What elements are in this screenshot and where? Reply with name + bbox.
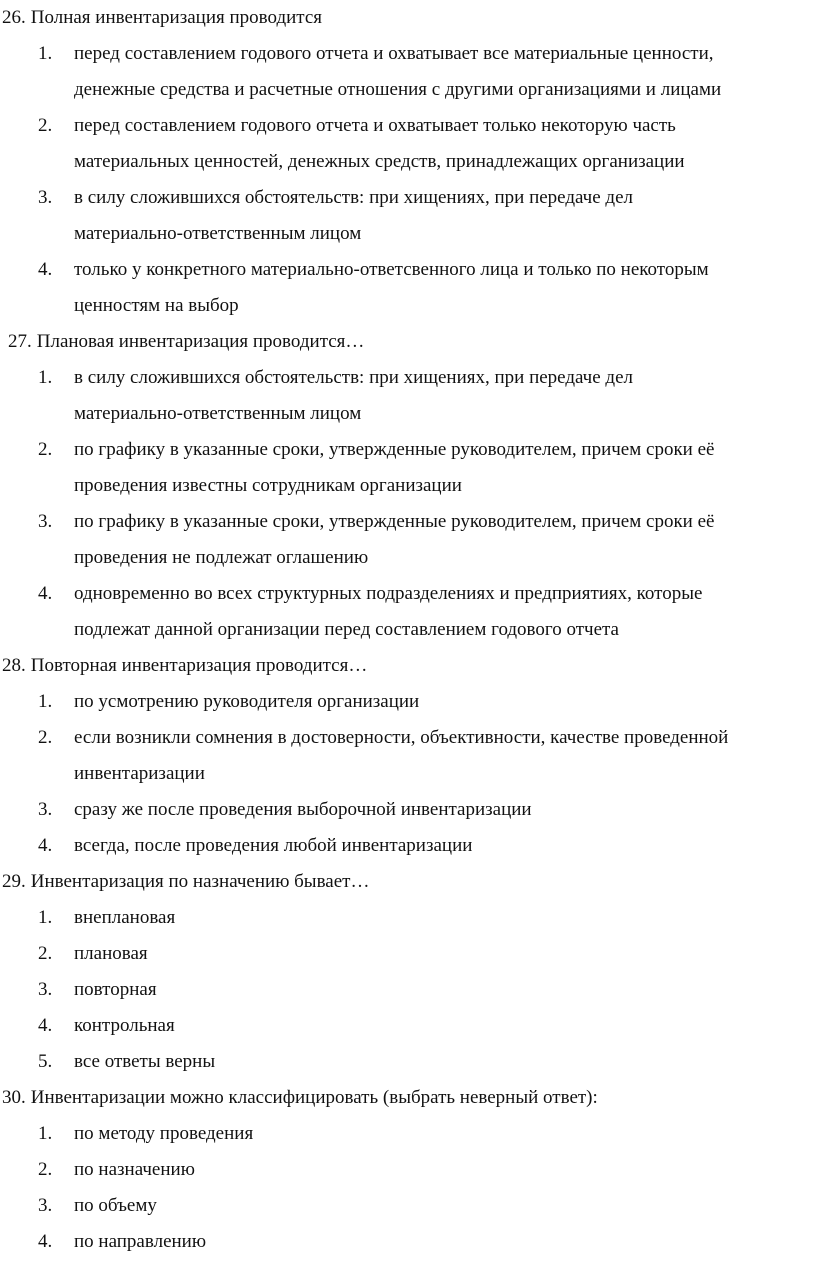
answer-number: 4.	[38, 259, 53, 280]
answer-text: перед составлением годового отчета и охватывает только некоторую часть материальных ценностей, денежных средств, принадлежащих организации	[74, 115, 685, 172]
question-30	[0, 1080, 816, 1260]
answer-option	[0, 792, 816, 828]
answer-number: 1.	[38, 907, 53, 928]
answer-text: по направлению	[74, 1231, 207, 1252]
answer-number: 1.	[38, 1123, 53, 1144]
answer-text: все ответы верны	[74, 1051, 216, 1072]
answer-number: 2.	[38, 1159, 53, 1180]
question-number: 28.	[2, 655, 26, 676]
question-text: Инвентаризации можно классифицировать (выбрать неверный ответ):	[30, 1087, 598, 1108]
answer-list	[0, 684, 816, 864]
question-29	[0, 864, 816, 1080]
answer-number: 1.	[38, 43, 53, 64]
question-28	[0, 648, 816, 864]
answer-text: по графику в указанные сроки, утвержденные руководителем, причем сроки её проведения не подлежат оглашению	[74, 511, 715, 568]
answer-number: 5.	[38, 1051, 53, 1072]
answer-option	[0, 1116, 816, 1152]
answer-text: в силу сложившихся обстоятельств: при хищениях, при передаче дел материально-ответственным лицом	[74, 367, 634, 424]
question-26	[0, 0, 816, 324]
answer-option	[0, 1044, 816, 1080]
answer-option	[0, 1188, 816, 1224]
answer-text: по усмотрению руководителя организации	[74, 691, 420, 712]
answer-option	[0, 576, 816, 648]
answer-number: 1.	[38, 367, 53, 388]
answer-text: только у конкретного материально-ответсвенного лица и только по некоторым ценностям на выбор	[74, 259, 709, 316]
question-number: 27.	[8, 331, 32, 352]
answer-option	[0, 720, 816, 792]
answer-text: если возникли сомнения в достоверности, объективности, качестве проведенной инвентаризации	[74, 727, 729, 784]
answer-text: повторная	[74, 979, 157, 1000]
question-text: Инвентаризация по назначению бывает…	[30, 871, 370, 892]
answer-text: в силу сложившихся обстоятельств: при хищениях, при передаче дел материально-ответственным лицом	[74, 187, 634, 244]
answer-list	[0, 1116, 816, 1260]
answer-number: 3.	[38, 979, 53, 1000]
answer-option	[0, 936, 816, 972]
answer-option	[0, 108, 816, 180]
answer-text: контрольная	[74, 1015, 175, 1036]
answer-option	[0, 1224, 816, 1260]
answer-number: 4.	[38, 583, 53, 604]
answer-text: одновременно во всех структурных подразделениях и предприятиях, которые подлежат данной организации перед составлением годового отчета	[74, 583, 703, 640]
answer-text: по объему	[74, 1195, 157, 1216]
answer-number: 4.	[38, 1015, 53, 1036]
answer-option	[0, 360, 816, 432]
answer-number: 4.	[38, 835, 53, 856]
question-heading	[0, 648, 816, 684]
answer-option	[0, 180, 816, 252]
question-number: 30.	[2, 1087, 26, 1108]
answer-text: плановая	[74, 943, 148, 964]
answer-text: по графику в указанные сроки, утвержденные руководителем, причем сроки её проведения известны сотрудникам организации	[74, 439, 715, 496]
question-heading	[0, 864, 816, 900]
question-number: 29.	[2, 871, 26, 892]
answer-option	[0, 432, 816, 504]
answer-text: по методу проведения	[74, 1123, 254, 1144]
answer-number: 2.	[38, 115, 53, 136]
answer-number: 2.	[38, 727, 53, 748]
question-number: 26.	[2, 7, 26, 28]
answer-text: внеплановая	[74, 907, 176, 928]
question-text: Повторная инвентаризация проводится…	[30, 655, 368, 676]
answer-list	[0, 36, 816, 324]
answer-text: перед составлением годового отчета и охватывает все материальные ценности, денежные средства и расчетные отношения с другими организациями и лицами	[74, 43, 722, 100]
answer-option	[0, 828, 816, 864]
answer-option	[0, 972, 816, 1008]
answer-option	[0, 36, 816, 108]
answer-option	[0, 504, 816, 576]
question-text: Плановая инвентаризация проводится…	[36, 331, 365, 352]
question-text: Полная инвентаризация проводится	[30, 7, 322, 28]
answer-list	[0, 900, 816, 1080]
answer-number: 2.	[38, 439, 53, 460]
question-heading	[0, 324, 816, 360]
answer-option	[0, 900, 816, 936]
answer-number: 4.	[38, 1231, 53, 1252]
answer-number: 1.	[38, 691, 53, 712]
answer-list	[0, 360, 816, 648]
answer-text: сразу же после проведения выборочной инвентаризации	[74, 799, 532, 820]
answer-number: 2.	[38, 943, 53, 964]
question-heading	[0, 1080, 816, 1116]
answer-option	[0, 1008, 816, 1044]
answer-text: по назначению	[74, 1159, 195, 1180]
answer-number: 3.	[38, 187, 53, 208]
answer-option	[0, 1152, 816, 1188]
question-heading	[0, 0, 816, 36]
answer-option	[0, 252, 816, 324]
answer-number: 3.	[38, 1195, 53, 1216]
answer-number: 3.	[38, 511, 53, 532]
answer-text: всегда, после проведения любой инвентаризации	[74, 835, 473, 856]
answer-number: 3.	[38, 799, 53, 820]
question-27	[0, 324, 816, 648]
answer-option	[0, 684, 816, 720]
